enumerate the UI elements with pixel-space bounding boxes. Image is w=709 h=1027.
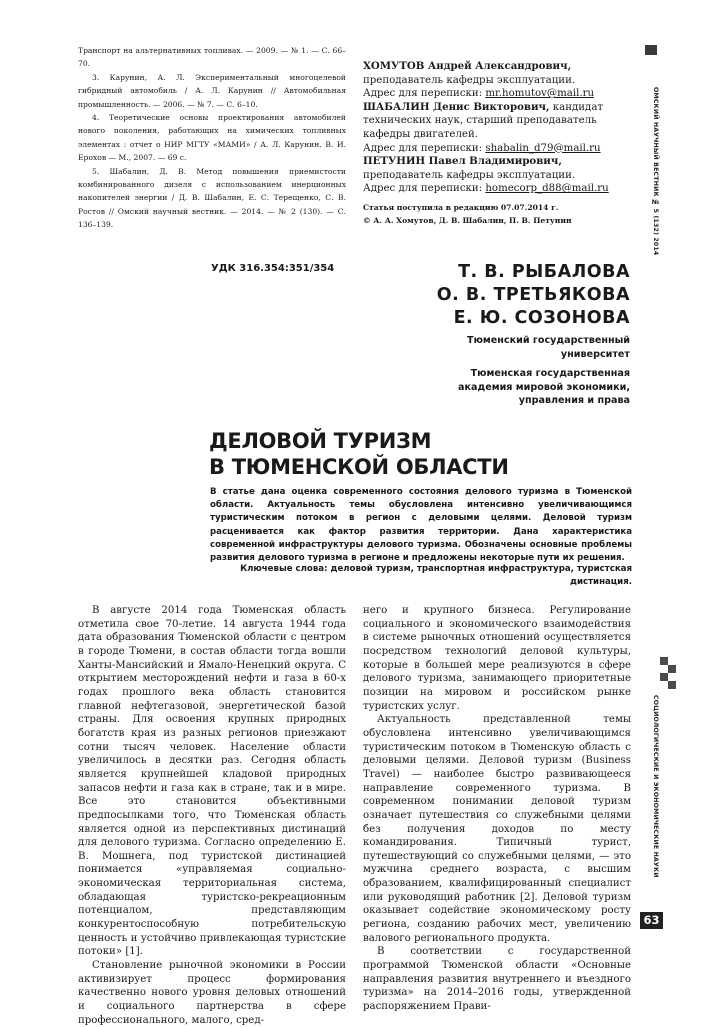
affiliation-line: управления и права bbox=[518, 395, 630, 407]
abstract: В статье дана оценка современного состояния делового туризма в Тюменской области. Актуальность темы обусловлена интенсивно увеличивающимся туристическим потоком в регион с деловыми целями. Деловой туризм расценивается как фактор развития территории. Дана характеристика современной инфраструктуры делового туризма. Обозначены основные проблемы развития делового туризма в регионе и предложены некоторые пути их решения. bbox=[210, 487, 632, 564]
reference-item: Транспорт на альтернативных топливах. — 2009. — № 1. — С. 66–70. bbox=[78, 46, 346, 69]
author-address bbox=[363, 142, 633, 156]
author-role: преподаватель кафедры эксплуатации. bbox=[363, 74, 576, 86]
paragraph: Актуальность представленной темы обусловлена интенсивно увеличивающимся туристическим потоком в Тюменскую область с деловыми целями. Деловой туризм (Business Travel) — наиболее быстро развивающееся направление современного туризма. В современном понимании деловой туризм означает путешествия со служебными целями без получения доходов по месту командирования. Типичный турист, путешествующий со служебными целями, — это мужчина среднего возраста, с высшим образованием, квалифицированный специалист или руководящий работник [2]. Деловой туризм оказывает содействие экономическому росту региона, созданию рабочих мест, увеличению валового регионального продукта. bbox=[363, 714, 631, 944]
section-label: СОЦИОЛОГИЧЕСКИЕ И ЭКОНОМИЧЕСКИЕ НАУКИ bbox=[652, 695, 659, 878]
affiliation-line: университет bbox=[560, 348, 630, 360]
copyright-line: © А. А. Хомутов, Д. В. Шабалин, П. В. Петунин bbox=[363, 216, 572, 225]
article-authors bbox=[437, 261, 630, 330]
paragraph: В августе 2014 года Тюменская область отметила свое 70-летие. 14 августа 1944 года дата образования Тюменской области с центром в городе Тюмени, в состав области тогда вошли Ханты-Мансийский и Ямало-Ненецкий округа. С открытием месторождений нефти и газа в 60-х годах прошлого века область становится главной нефтегазовой, энергетической базой страны. Для освоения крупных природных богатств края из разных регионов приезжают сотни тысяч человек. Население области увеличилось в десятки раз. Сегодня область является крупнейшей кладовой природных запасов нефти и газа как в стране, так и в мире. Все это становится объективными предпосылками того, что Тюменская область является одной из перспективных дистинаций для делового туризма. Согласно определению Е. В. Мошнега, под туристской дистинацией понимается «управляемая социально-экономическая территориальная система, обладающая туристско-рекреационным потенциалом, представляющим конкурентоспособную потребительскую ценность и устойчиво привлекающая туристские потоки» [1]. bbox=[78, 605, 346, 958]
previous-authors-info bbox=[363, 60, 633, 196]
journal-label: ОМСКИЙ НАУЧНЫЙ ВЕСТНИК № 5 (132) 2014 bbox=[652, 87, 659, 256]
reference-item: 3. Карунин, А. Л. Экспериментальный многоцелевой гибридный автомобиль / А. Л. Карунин // Автомобильная промышленность. — 2006. — № 7. — С. 6–10. bbox=[78, 72, 346, 109]
body-column-left bbox=[78, 604, 346, 1027]
author-name: Т. В. РЫБАЛОВА bbox=[458, 262, 630, 282]
affiliation-academy bbox=[458, 367, 630, 408]
author-email-link[interactable]: homecorp_d88@mail.ru bbox=[485, 183, 609, 195]
author-email-link[interactable]: mr.homutov@mail.ru bbox=[485, 88, 595, 100]
paragraph: него и крупного бизнеса. Регулирование социального и экономического взаимодействия в системе рыночных отношений осуществляется посредством технологий деловой культуры, которые в большей мере реализуются в сфере делового туризма, занимающего приоритетные позиции на мировом и российском рынке туристских услуг. bbox=[363, 605, 631, 712]
address-label: Адрес для переписки: bbox=[363, 183, 486, 195]
paragraph: В соответствии с государственной программой Тюменской области «Основные направления развития внутреннего и въездного туризма» на 2014–2016 годы, утвержденной распоряжением Прави- bbox=[363, 946, 631, 1013]
reference-item: 5. Шабалин, Д. В. Метод повышения приемистости комбинированного дизеля с использованием инерционных накопителей энергии / Д. В. Шабалин, Е. С. Терещенко, С. В. Ростов // Омский научный вестник. — 2014. — № 2 (130). — С. 136–139. bbox=[78, 166, 346, 230]
author-name: ПЕТУНИН Павел Владимирович, bbox=[363, 155, 562, 168]
author-email-link[interactable]: shabalin_d79@mail.ru bbox=[485, 142, 601, 154]
author-role: кандидат технических наук, старший преподаватель кафедры двигателей. bbox=[363, 101, 604, 140]
udk-code: УДК 316.354:351/354 bbox=[211, 263, 335, 274]
body-column-right bbox=[363, 604, 631, 1014]
affiliation-university bbox=[467, 334, 630, 361]
reference-list bbox=[78, 44, 346, 232]
title-line: ДЕЛОВОЙ ТУРИЗМ bbox=[209, 429, 432, 453]
keywords: Ключевые слова: деловой туризм, транспортная инфраструктура, туристская дистинация. bbox=[240, 564, 632, 587]
address-label: Адрес для переписки: bbox=[363, 142, 486, 154]
author-name: Е. Ю. СОЗОНОВА bbox=[453, 308, 630, 328]
author-name: О. В. ТРЕТЬЯКОВА bbox=[436, 285, 630, 305]
author-address bbox=[363, 87, 633, 101]
journal-sidebar bbox=[645, 45, 659, 925]
author-entry bbox=[363, 101, 633, 142]
received-date: Статья поступила в редакцию 07.07.2014 г. bbox=[363, 203, 559, 212]
affiliation-line: Тюменский государственный bbox=[467, 335, 630, 346]
author-name: ХОМУТОВ Андрей Александрович, bbox=[363, 60, 572, 72]
paragraph: Становление рыночной экономики в России активизирует процесс формирования качественно нового уровня деловых отношений и социального партнерства в сфере профессионального, малого, сред- bbox=[78, 960, 346, 1026]
author-entry bbox=[363, 60, 633, 87]
page-number: 63 bbox=[640, 912, 663, 929]
sidebar-marker bbox=[645, 45, 657, 55]
reference-item: 4. Теоретические основы проектирования автомобилей нового поколения, работающих на химических топливных элементах : отчет о НИР МГТУ «МАМИ» / А. Л. Карунин, В. И. Ерохов — М., 2007. — 69 с. bbox=[78, 113, 346, 163]
author-name: ШАБАЛИН Денис Викторович, bbox=[363, 100, 550, 113]
article-title bbox=[209, 429, 509, 480]
address-label: Адрес для переписки: bbox=[363, 88, 486, 100]
title-line: В ТЮМЕНСКОЙ ОБЛАСТИ bbox=[209, 454, 509, 479]
author-entry bbox=[363, 155, 633, 182]
received-note bbox=[363, 201, 638, 227]
affiliation-line: Тюменская государственная bbox=[470, 368, 630, 379]
author-role: преподаватель кафедры эксплуатации. bbox=[363, 169, 576, 181]
affiliation-line: академия мировой экономики, bbox=[458, 381, 630, 393]
author-address bbox=[363, 182, 633, 196]
